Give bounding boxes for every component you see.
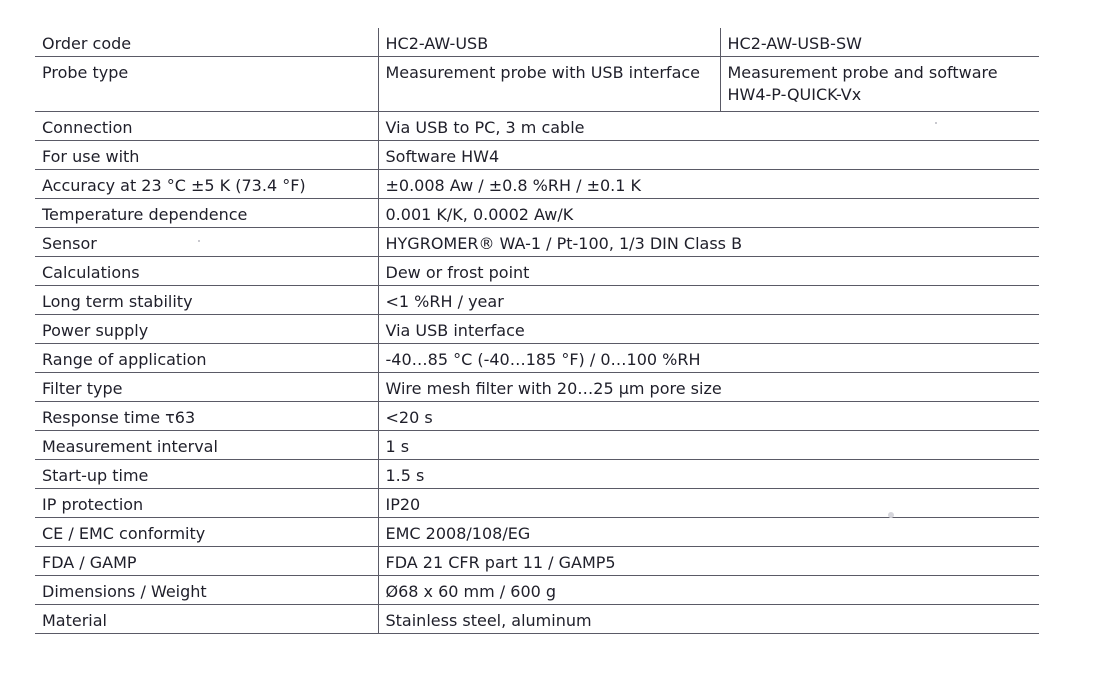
row-label: Material: [35, 605, 378, 634]
spec-row: [35, 257, 1039, 286]
spec-row: [35, 344, 1039, 373]
spec-row: [35, 460, 1039, 489]
model-a-code: HC2-AW-USB: [378, 28, 720, 57]
row-value: -40…85 °C (-40…185 °F) / 0…100 %RH: [378, 344, 1039, 373]
probe-type-b-line1: Measurement probe and software: [727, 63, 998, 82]
row-order-code: [35, 28, 1039, 57]
row-label: IP protection: [35, 489, 378, 518]
row-value: <20 s: [378, 402, 1039, 431]
row-label: Connection: [35, 112, 378, 141]
row-value: Dew or frost point: [378, 257, 1039, 286]
row-value: EMC 2008/108/EG: [378, 518, 1039, 547]
row-label: Filter type: [35, 373, 378, 402]
row-label: Sensor: [35, 228, 378, 257]
row-value: 1 s: [378, 431, 1039, 460]
row-label: Order code: [35, 28, 378, 57]
scan-speck: [888, 512, 894, 518]
spec-row: [35, 402, 1039, 431]
row-value: IP20: [378, 489, 1039, 518]
probe-type-a: Measurement probe with USB interface: [378, 57, 720, 112]
row-value: Stainless steel, aluminum: [378, 605, 1039, 634]
spec-row: [35, 605, 1039, 634]
row-value: FDA 21 CFR part 11 / GAMP5: [378, 547, 1039, 576]
row-label: Start-up time: [35, 460, 378, 489]
spec-row: [35, 315, 1039, 344]
row-label: Measurement interval: [35, 431, 378, 460]
row-label: Range of application: [35, 344, 378, 373]
spec-row: [35, 518, 1039, 547]
row-label: Temperature dependence: [35, 199, 378, 228]
row-label: Dimensions / Weight: [35, 576, 378, 605]
row-label: Calculations: [35, 257, 378, 286]
row-probe-type: [35, 57, 1039, 112]
row-value: 0.001 K/K, 0.0002 Aw/K: [378, 199, 1039, 228]
row-label: For use with: [35, 141, 378, 170]
scan-speck: [198, 240, 200, 242]
scan-speck: [935, 122, 937, 124]
spec-row: [35, 431, 1039, 460]
spec-row: [35, 199, 1039, 228]
probe-type-b: [720, 57, 1039, 112]
row-label: Response time τ63: [35, 402, 378, 431]
row-label: Accuracy at 23 °C ±5 K (73.4 °F): [35, 170, 378, 199]
spec-row: [35, 547, 1039, 576]
spec-row: [35, 228, 1039, 257]
model-b-code: HC2-AW-USB-SW: [720, 28, 1039, 57]
spec-row: [35, 170, 1039, 199]
spec-row: [35, 286, 1039, 315]
row-label: Long term stability: [35, 286, 378, 315]
row-value: Ø68 x 60 mm / 600 g: [378, 576, 1039, 605]
spec-row: [35, 141, 1039, 170]
spec-row: [35, 576, 1039, 605]
spec-row: [35, 373, 1039, 402]
row-value: 1.5 s: [378, 460, 1039, 489]
probe-type-b-line2: HW4-P-QUICK-Vx: [727, 85, 862, 104]
row-value: Software HW4: [378, 141, 1039, 170]
row-label: FDA / GAMP: [35, 547, 378, 576]
row-value: ±0.008 Aw / ±0.8 %RH / ±0.1 K: [378, 170, 1039, 199]
row-value: <1 %RH / year: [378, 286, 1039, 315]
row-value: Via USB interface: [378, 315, 1039, 344]
row-label: CE / EMC conformity: [35, 518, 378, 547]
specification-table: [35, 28, 1039, 634]
spec-row: [35, 112, 1039, 141]
row-value: Wire mesh filter with 20…25 µm pore size: [378, 373, 1039, 402]
row-value: HYGROMER® WA-1 / Pt-100, 1/3 DIN Class B: [378, 228, 1039, 257]
row-label: Power supply: [35, 315, 378, 344]
row-value: Via USB to PC, 3 m cable: [378, 112, 1039, 141]
row-label: Probe type: [35, 57, 378, 112]
